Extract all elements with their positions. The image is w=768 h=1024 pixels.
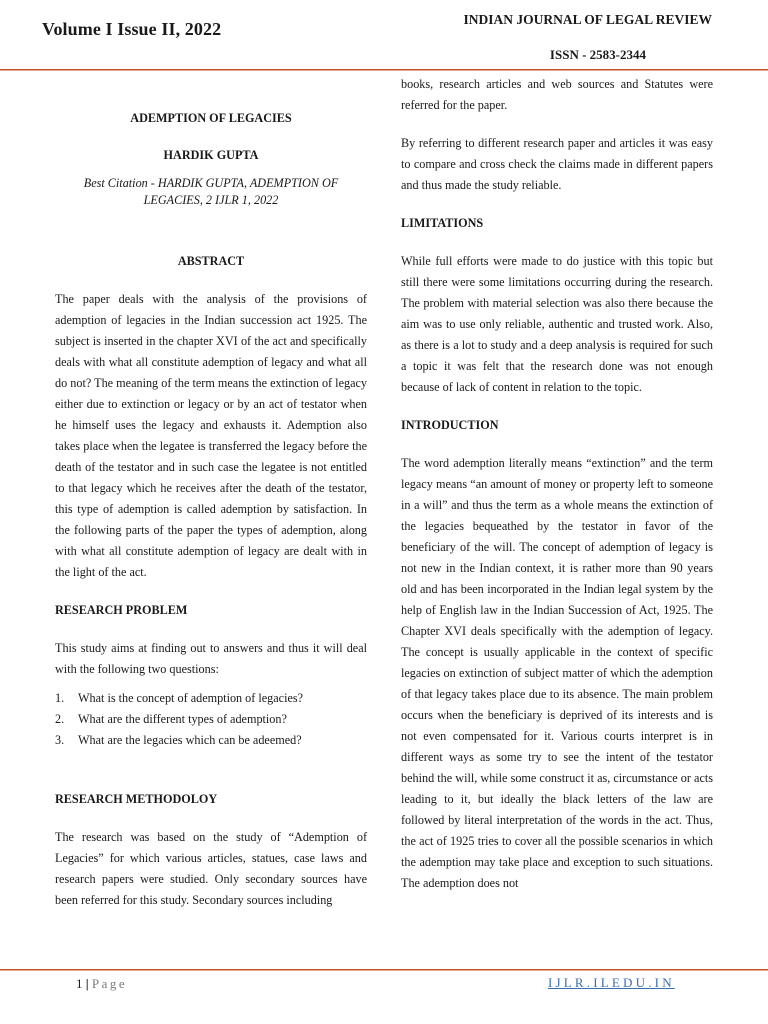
footer-divider [0, 969, 768, 970]
article-citation: Best Citation - HARDIK GUPTA, ADEMPTION OF LEGACIES, 2 IJLR 1, 2022 [83, 176, 339, 207]
journal-website-link[interactable]: IJLR.ILEDU.IN [548, 975, 675, 990]
header-divider [0, 69, 768, 70]
methodology-heading: RESEARCH METHODOLOY [55, 792, 218, 806]
abstract-text: The paper deals with the analysis of the provisions of ademption of legacies in the Indian succession act 1925. The subject is inserted in the chapter XVI of the act and specifically deals with what all constitute ademption of legacy and what all do not? The meaning of the term means the extinction of legacy either due to extinction or legacy or by an act of testator when he himself uses the legacy and exhausts it. Ademption also takes place when the legatee is transferred the legacy before the death of the testator and in such case the legatee is not entitled to that legacy which he receives after the death of the testator, this type of ademption is called ademption by satisfaction. In the following parts of the paper the types of ademption, along with what all constitute ademption of legacy are dealt with in the light of the act. [55, 292, 367, 579]
volume-issue-label: Volume I Issue II, 2022 [42, 19, 222, 39]
article-title: ADEMPTION OF LEGACIES [130, 111, 292, 125]
introduction-text: The word ademption literally means “extinction” and the term legacy means “an amount of money or property left to someone in a will” and thus the term as a whole means the extinction of the legacies bequeathed by the testator in favor of the beneficiary of the will. The concept of ademption of legacy is not new in the Indian context, it is rather more than 90 years old and has been incorporated in the Indian legal system by the help of English law in the Indian Succession of Act, 1925. The Chapter XVI deals specifically with the ademption of legacy. The concept is usually applicable in the context of specific legacies on extinction of subject matter of which the ademption of that legacy takes place due to its absence. The main problem occurs when the beneficiary is deprived of its interests and is not even compensated for it. Various courts interpret is in different ways as some try to see the intent of the testator behind the will, while some construct it as, circumstance or acts leading to it, but ideally the black letters of the law are followed by literal interpretation of the words in the act. Thus, the act of 1925 tries to cover all the possible scenarios in which the ademption may take place and exception to such situations. The ademption does not [401, 456, 713, 890]
journal-name: INDIAN JOURNAL OF LEGAL REVIEW [463, 12, 712, 27]
left-column [55, 74, 367, 911]
list-item: 2. What are the different types of ademption? [55, 712, 287, 726]
research-problem-intro: This study aims at finding out to answers and thus it will deal with the following two questions: [55, 641, 367, 676]
methodology-text: The research was based on the study of “Ademption of Legacies” for which various articles, statues, case laws and research papers were studied. Only secondary sources have been referred for this study. Secondary sources including [55, 830, 367, 907]
page-number: 1 | Page [76, 976, 128, 991]
introduction-heading: INTRODUCTION [401, 418, 499, 432]
methodology-text-continued: books, research articles and web sources and Statutes were referred for the paper. [401, 77, 713, 112]
research-problem-heading: RESEARCH PROBLEM [55, 603, 188, 617]
methodology-reliability-text: By referring to different research paper and articles it was easy to compare and cross check the claims made in different papers and thus made the study reliable. [401, 136, 713, 192]
issn-label: ISSN - 2583-2344 [549, 47, 646, 62]
list-item: 3. What are the legacies which can be adeemed? [55, 733, 302, 747]
limitations-text: While full efforts were made to do justice with this topic but still there were some limitations occurring during the research. The problem with material selection was also there because the aim was to use only reliable, authentic and trusted work. Also, as there is a lot to study and a deep analysis is required for such a topic it was felt that the research done was not enough because of lack of content in relation to the topic. [401, 254, 713, 394]
research-questions-list [55, 688, 367, 751]
right-column [401, 74, 713, 894]
limitations-heading: LIMITATIONS [401, 216, 484, 230]
abstract-heading: ABSTRACT [177, 254, 245, 268]
article-author: HARDIK GUPTA [163, 148, 259, 162]
list-item: 1. What is the concept of ademption of legacies? [55, 691, 304, 705]
